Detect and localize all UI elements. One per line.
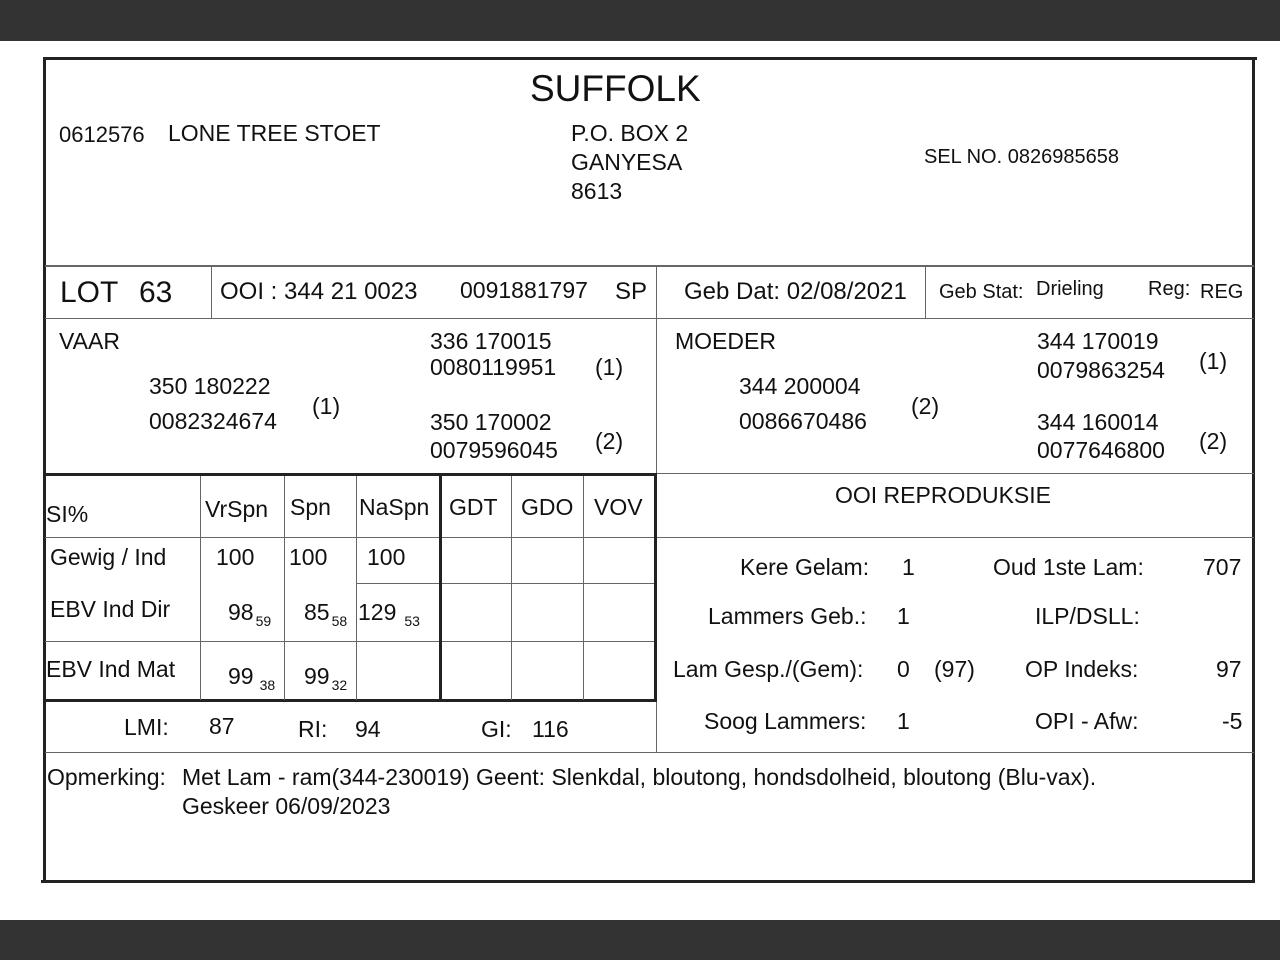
reg-label: Reg: xyxy=(1148,278,1191,300)
gi-value: 116 xyxy=(532,716,569,742)
si-col-line-1 xyxy=(200,476,201,700)
si-table-top xyxy=(45,473,657,476)
lam-gesp-avg: (97) xyxy=(934,656,975,682)
si-accuracy: 59 xyxy=(255,613,272,629)
border-top xyxy=(43,57,1257,60)
si-col-vov: VOV xyxy=(594,494,643,520)
op-indeks-label: OP Indeks: xyxy=(1025,656,1139,682)
dam-dam-reg: 0077646800 xyxy=(1037,437,1165,463)
si-col-line-right xyxy=(654,473,657,702)
remarks-line-2: Geskeer 06/09/2023 xyxy=(182,793,391,819)
remarks-label: Opmerking: xyxy=(47,764,166,790)
si-row-label-mat: EBV Ind Mat xyxy=(46,656,176,682)
repro-title: OOI REPRODUKSIE xyxy=(835,482,1051,508)
soog-value: 1 xyxy=(897,708,910,734)
divider-lot-v xyxy=(211,266,212,318)
sire-id: 350 180222 xyxy=(149,373,271,399)
sire-dam-grade: (2) xyxy=(595,428,624,454)
kere-gelam-value: 1 xyxy=(902,554,915,580)
dam-grade: (2) xyxy=(911,393,940,419)
dam-label: MOEDER xyxy=(675,328,776,354)
address-line-3: 8613 xyxy=(571,178,623,204)
divider-remarks xyxy=(45,752,1254,753)
si-cell-mat-vrspn xyxy=(228,665,275,692)
opi-value: -5 xyxy=(1222,708,1243,734)
sire-sire-id: 336 170015 xyxy=(430,328,552,354)
si-cell-gewig-spn: 100 xyxy=(289,544,328,570)
birth-status: Drieling xyxy=(1036,278,1104,300)
ri-value: 94 xyxy=(355,716,381,742)
lmi-label: LMI: xyxy=(124,714,169,740)
animal-id: OOI : 344 21 0023 xyxy=(220,278,418,305)
address-line-2: GANYESA xyxy=(571,149,683,175)
si-value: 85 xyxy=(304,599,330,625)
sire-sire-reg: 0080119951 xyxy=(430,354,557,380)
si-accuracy: 32 xyxy=(331,677,348,693)
si-cell-gewig-vrspn: 100 xyxy=(216,544,255,570)
si-cell-dir-vrspn xyxy=(228,601,271,628)
si-col-gdt: GDT xyxy=(449,494,498,520)
dam-id: 344 200004 xyxy=(739,373,861,399)
phone-number: SEL NO. 0826985658 xyxy=(924,146,1119,168)
divider-pedigree-right xyxy=(656,473,1254,474)
border-left xyxy=(43,57,46,883)
ilp-label: ILP/DSLL: xyxy=(1035,603,1140,629)
si-table-bottom xyxy=(45,699,657,702)
dam-sire-id: 344 170019 xyxy=(1037,328,1159,354)
si-corner-label: SI% xyxy=(46,501,89,527)
si-col-line-3 xyxy=(356,476,357,700)
si-table-header-line xyxy=(45,537,656,538)
oud-value: 707 xyxy=(1203,554,1242,580)
si-cell-dir-naspn xyxy=(358,601,420,628)
breeder-name: LONE TREE STOET xyxy=(168,120,381,146)
si-col-line-5 xyxy=(511,476,512,700)
si-col-line-6 xyxy=(583,476,584,700)
oud-label: Oud 1ste Lam: xyxy=(993,554,1144,580)
lot-number: 63 xyxy=(139,276,173,309)
op-indeks-value: 97 xyxy=(1216,656,1242,682)
border-bottom xyxy=(41,880,1255,883)
reg-value: REG xyxy=(1200,281,1244,303)
animal-reg-number: 0091881797 xyxy=(460,277,588,303)
kere-gelam-label: Kere Gelam: xyxy=(740,554,870,580)
sire-dam-id: 350 170002 xyxy=(430,409,552,435)
divider-repro-title xyxy=(656,537,1254,538)
birth-status-label: Geb Stat: xyxy=(939,281,1024,303)
si-accuracy: 38 xyxy=(259,677,276,693)
sire-dam-reg: 0079596045 xyxy=(430,437,558,463)
lmi-value: 87 xyxy=(209,713,235,739)
dam-dam-grade: (2) xyxy=(1199,428,1228,454)
sire-reg: 0082324674 xyxy=(149,408,277,434)
si-value: 129 xyxy=(358,599,397,625)
birth-date: Geb Dat: 02/08/2021 xyxy=(684,278,907,305)
lammers-geb-value: 1 xyxy=(897,603,910,629)
si-accuracy: 58 xyxy=(331,613,348,629)
sire-label: VAAR xyxy=(59,328,120,354)
si-col-line-4 xyxy=(439,476,442,700)
si-row-label-gewig: Gewig / Ind xyxy=(50,544,167,570)
breeder-number: 0612576 xyxy=(59,122,145,147)
divider-header xyxy=(45,265,1254,267)
si-table-row1-line-a xyxy=(356,583,656,584)
sire-grade: (1) xyxy=(312,393,341,419)
breed-title: SUFFOLK xyxy=(530,68,701,109)
si-cell-gewig-naspn: 100 xyxy=(367,544,406,570)
dam-dam-id: 344 160014 xyxy=(1037,409,1159,435)
si-value: 99 xyxy=(228,663,254,689)
soog-label: Soog Lammers: xyxy=(704,708,867,734)
si-row-label-dir: EBV Ind Dir xyxy=(50,596,171,622)
dam-sire-grade: (1) xyxy=(1199,348,1228,374)
border-right xyxy=(1252,57,1255,883)
remarks-line-1: Met Lam - ram(344-230019) Geent: Slenkdal, bloutong, hondsdolheid, bloutong (Blu-vax). xyxy=(182,764,1097,790)
si-col-vrspn: VrSpn xyxy=(205,496,269,522)
si-col-naspn: NaSpn xyxy=(359,494,430,520)
si-col-gdo: GDO xyxy=(521,494,574,520)
si-col-line-2 xyxy=(284,476,285,700)
lam-gesp-value: 0 xyxy=(897,656,910,682)
dam-reg: 0086670486 xyxy=(739,408,867,434)
opi-label: OPI - Afw: xyxy=(1035,708,1139,734)
address-line-1: P.O. BOX 2 xyxy=(571,120,689,146)
sire-sire-grade: (1) xyxy=(595,354,624,380)
si-value: 98 xyxy=(228,599,254,625)
dam-sire-reg: 0079863254 xyxy=(1037,357,1165,383)
ri-label: RI: xyxy=(298,716,328,742)
lammers-geb-label: Lammers Geb.: xyxy=(708,603,867,629)
si-accuracy: 53 xyxy=(404,613,420,629)
divider-lot xyxy=(45,318,1254,319)
si-table-row2-line xyxy=(45,641,656,642)
lam-gesp-label: Lam Gesp./(Gem): xyxy=(673,656,864,682)
animal-code: SP xyxy=(615,278,648,305)
si-value: 99 xyxy=(304,663,330,689)
lot-label: LOT xyxy=(60,276,119,309)
si-cell-dir-spn xyxy=(304,601,347,628)
divider-geb-v xyxy=(925,266,926,318)
si-cell-mat-spn xyxy=(304,665,347,692)
gi-label: GI: xyxy=(481,716,512,742)
si-col-spn: Spn xyxy=(290,494,331,520)
